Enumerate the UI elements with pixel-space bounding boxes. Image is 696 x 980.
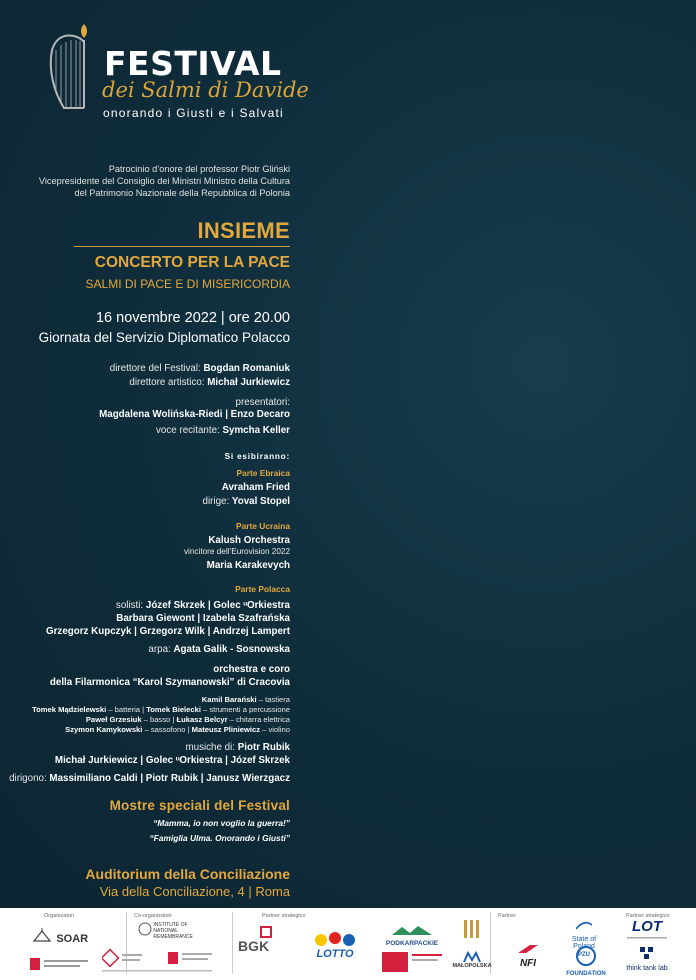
exhibitions-title: Mostre speciali del Festival	[109, 798, 290, 813]
music-by-line: Michał Jurkiewicz | Golec ᵘOrkiestra | Józef Skrzek	[54, 755, 290, 766]
band-member-row: Kamil Barański – tastiera	[201, 695, 290, 704]
performers-heading: Si esibiranno:	[224, 452, 290, 461]
soloists-line: solisti: Józef Skrzek | Golec ᵘOrkiestra	[115, 600, 290, 611]
think-tank-lab-logo: think tank lab	[616, 946, 678, 972]
organizers-label: Organizatori	[44, 913, 74, 919]
music-by: musiche di: Piotr Rubik	[185, 742, 290, 753]
soloists-line: Barbara Giewont | Izabela Szafrańska	[116, 613, 290, 624]
inn-logo: INSTITUTE OF NATIONAL REMEMBRANCE	[138, 922, 198, 940]
nfi-stripe-icon	[518, 945, 538, 953]
narrator: voce recitante: Symcha Keller	[156, 425, 290, 436]
patronage-line: del Patrimonio Nazionale della Repubblica di Polonia	[74, 188, 290, 198]
performer-note: vincitore dell’Eurovision 2022	[183, 547, 290, 556]
presenters: Magdalena Wolińska-Riedi | Enzo Decaro	[99, 409, 290, 420]
philharmonic-icon	[462, 918, 482, 940]
section-label-jewish: Parte Ebraica	[236, 468, 290, 478]
patronage-line: Patrocinio d’onore del professor Piotr Gliński	[108, 164, 290, 174]
venue-address: Via della Conciliazione, 4 | Roma	[99, 884, 290, 899]
soar-logo: SOAR	[30, 928, 90, 947]
harp-strings-decoration	[300, 70, 696, 908]
exhibition-item: “Mamma, io non voglio la guerra!”	[153, 818, 290, 828]
orchestra-line: della Filarmonica “Karol Szymanowski” di Cracovia	[49, 677, 290, 688]
section-label-ukrainian: Parte Ucraina	[236, 521, 290, 531]
pzu-foundation-logo: PZU FOUNDATION	[566, 946, 606, 977]
malopolska-mark-icon	[463, 951, 481, 963]
partner-label: Partner	[498, 913, 517, 919]
lotto-logo: LOTTO	[312, 930, 358, 968]
event-day-name: Giornata del Servizio Diplomatico Polacco	[38, 330, 290, 345]
malopolska-logo: MAŁOPOLSKA	[452, 918, 492, 969]
title-divider	[74, 246, 290, 247]
exhibition-item: “Famiglia Ulma. Onorando i Giusti”	[149, 833, 290, 843]
divider	[232, 912, 233, 974]
strategic-partner-label: Partner strategico	[262, 913, 306, 919]
mountains-icon	[392, 925, 432, 935]
partner-red-logos-icon	[382, 950, 444, 974]
polish-republic-emblem-icon	[30, 958, 90, 972]
coorganizer-logos-icon	[102, 948, 222, 974]
band-member-row: Tomek Mądzielewski – batteria | Tomek Bielecki – strumenti a percussione	[32, 705, 290, 714]
harp-performer: arpa: Agata Galik - Sosnowska	[148, 644, 290, 655]
venue-name: Auditorium della Conciliazione	[85, 866, 290, 882]
harp-logo-icon	[44, 20, 94, 112]
bgk-logo: BGK	[238, 938, 288, 956]
band-member-row: Szymon Kamykowski – sassofono | Mateusz Pliniewicz – violino	[65, 725, 290, 734]
orchestra-line: orchestra e coro	[213, 664, 290, 675]
section-label-polish: Parte Polacca	[235, 584, 290, 594]
conductors: dirigono: Massimiliano Caldi | Piotr Rubik | Janusz Wierzgacz	[9, 773, 290, 784]
bird-icon	[576, 921, 592, 931]
presenters-label: presentatori:	[235, 397, 290, 408]
soloists-line: Grzegorz Kupczyk | Grzegorz Wilk | Andrzej Lampert	[45, 626, 290, 637]
band-member-row: Paweł Grzesiuk – basso | Łukasz Belcyr – chitarra elettrica	[85, 715, 290, 724]
concert-title: CONCERTO PER LA PACE	[94, 254, 290, 271]
event-title: INSIEME	[197, 218, 290, 243]
patronage-text	[39, 163, 290, 199]
media-partner-label: Partner strategico	[626, 913, 670, 919]
lot-logo: LOT	[622, 918, 672, 941]
artistic-director: direttore artistico: Michał Jurkiewicz	[129, 377, 290, 388]
festival-subtitle: dei Salmi di Davide	[102, 78, 309, 102]
festival-logo	[40, 20, 340, 120]
performer-artist: Avraham Fried	[221, 482, 290, 493]
nfi-logo: NFI	[508, 940, 548, 969]
concert-theme: SALMI DI PACE E DI MISERICORDIA	[85, 277, 290, 291]
performer-artist: Kalush Orchestra	[208, 535, 290, 546]
event-date: 16 novembre 2022 | ore 20.00	[95, 310, 290, 326]
eagle-icon	[138, 922, 152, 936]
performer-conductor: dirige: Yoval Stopel	[202, 496, 290, 507]
festival-tagline: onorando i Giusti e i Salvati	[103, 106, 284, 120]
think-tank-lab-icon	[639, 946, 655, 960]
state-of-poland-logo: State of Poland	[562, 918, 606, 950]
festival-title: FESTIVAL	[104, 44, 282, 83]
performer-artist: Maria Karakevych	[206, 560, 290, 571]
festival-director: direttore del Festival: Bogdan Romaniuk	[109, 363, 290, 374]
podkarpackie-logo: PODKARPACKIE	[380, 922, 444, 947]
coorganizers-label: Co-organizatori	[134, 913, 172, 919]
church-icon	[32, 928, 52, 942]
lot-underline-icon	[627, 937, 667, 941]
bgk-square-icon	[260, 926, 272, 938]
sponsor-strip	[0, 908, 696, 980]
patronage-line: Vicepresidente del Consiglio dei Ministri Ministro della Cultura	[38, 176, 290, 186]
